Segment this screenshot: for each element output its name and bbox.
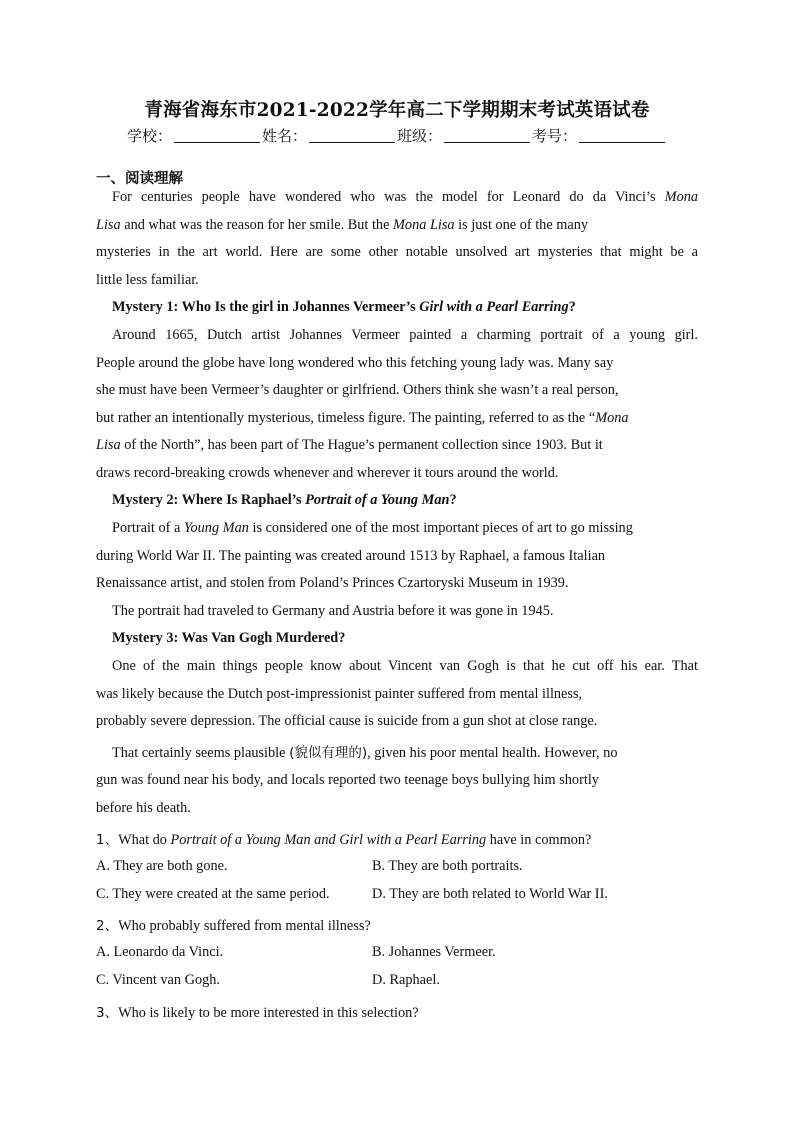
question-3: 3、Who is likely to be more interested in this selection? [96,1005,419,1021]
mystery-2-line-4: The portrait had traveled to Germany and Austria before it was gone in 1945. [112,603,554,619]
question-2: 2、Who probably suffered from mental illness? [96,918,371,934]
mystery-2-line-3: Renaissance artist, and stolen from Poland’s Princes Czartoryski Museum in 1939. [96,575,569,591]
exam-no-label: 考号： [532,127,578,145]
question-1: 1、What do Portrait of a Young Man and Girl with a Pearl Earring have in common? [96,832,592,848]
mystery-1-line-6: draws record-breaking crowds whenever and wherever it tours around the world. [96,465,559,481]
intro-line-3: mysteries in the art world. Here are some other notable unsolved art mysteries that might be a [96,244,698,260]
mystery-1-line-1: Around 1665, Dutch artist Johannes Vermeer painted a charming portrait of a young girl. [112,327,698,343]
mystery-1-line-4: but rather an intentionally mysterious, timeless figure. The painting, referred to as the “Mona [96,410,629,426]
mystery-1-line-5: Lisa of the North”, has been part of The Hague’s permanent collection since 1903. But it [96,437,603,453]
intro-line-2: Lisa and what was the reason for her smile. But the Mona Lisa is just one of the many [96,217,589,233]
mystery-3-line-5: gun was found near his body, and locals reported two teenage boys bullying him shortly [96,772,599,788]
mystery-1-line-2: People around the globe have long wondered who this fetching young lady was. Many say [96,355,614,371]
q1-option-c[interactable]: C. They were created at the same period. [96,886,330,902]
intro-line-1: For centuries people have wondered who was the model for Leonard do da Vinci’s Mona [112,189,699,205]
school-label: 学校： [126,127,172,145]
mystery-1-heading: Mystery 1: Who Is the girl in Johannes Vermeer’s Girl with a Pearl Earring? [112,299,576,315]
exam-no-blank [579,128,665,143]
mystery-3-line-1: One of the main things people know about Vincent van Gogh is that he cut off his ear. That [112,658,698,674]
name-label: 姓名： [261,127,307,145]
page-title: 青海省海东市2021-2022学年高二下学期期末考试英语试卷 [144,100,650,121]
mystery-2-heading: Mystery 2: Where Is Raphael’s Portrait of a Young Man? [112,492,457,508]
class-label: 班级： [397,127,443,145]
q1-option-a[interactable]: A. They are both gone. [96,858,228,874]
class-blank [444,128,530,143]
name-blank [309,128,395,143]
q2-option-c[interactable]: C. Vincent van Gogh. [96,972,220,988]
mystery-3-line-4: That certainly seems plausible (貌似有理的), given his poor mental health. However, no [112,745,618,761]
q1-option-d[interactable]: D. They are both related to World War II. [372,886,608,902]
intro-line-4: little less familiar. [96,272,199,288]
q1-option-b[interactable]: B. They are both portraits. [372,858,523,874]
q2-option-b[interactable]: B. Johannes Vermeer. [372,944,496,960]
mystery-3-line-3: probably severe depression. The official cause is suicide from a gun shot at close range. [96,713,598,729]
mystery-2-line-1: Portrait of a Young Man is considered one of the most important pieces of art to go missing [112,520,633,536]
mystery-3-line-2: was likely because the Dutch post-impressionist painter suffered from mental illness, [96,686,583,702]
school-blank [174,128,260,143]
q2-option-a[interactable]: A. Leonardo da Vinci. [96,944,224,960]
student-info-line [0,125,794,146]
mystery-3-line-6: before his death. [96,800,191,816]
section-title: 一、阅读理解 [96,171,183,187]
mystery-3-heading: Mystery 3: Was Van Gogh Murdered? [112,630,346,646]
q2-option-d[interactable]: D. Raphael. [372,972,440,988]
mystery-2-line-2: during World War II. The painting was created around 1513 by Raphael, a famous Italian [96,548,606,564]
mystery-1-line-3: she must have been Vermeer’s daughter or girlfriend. Others think she wasn’t a real person, [96,382,619,398]
